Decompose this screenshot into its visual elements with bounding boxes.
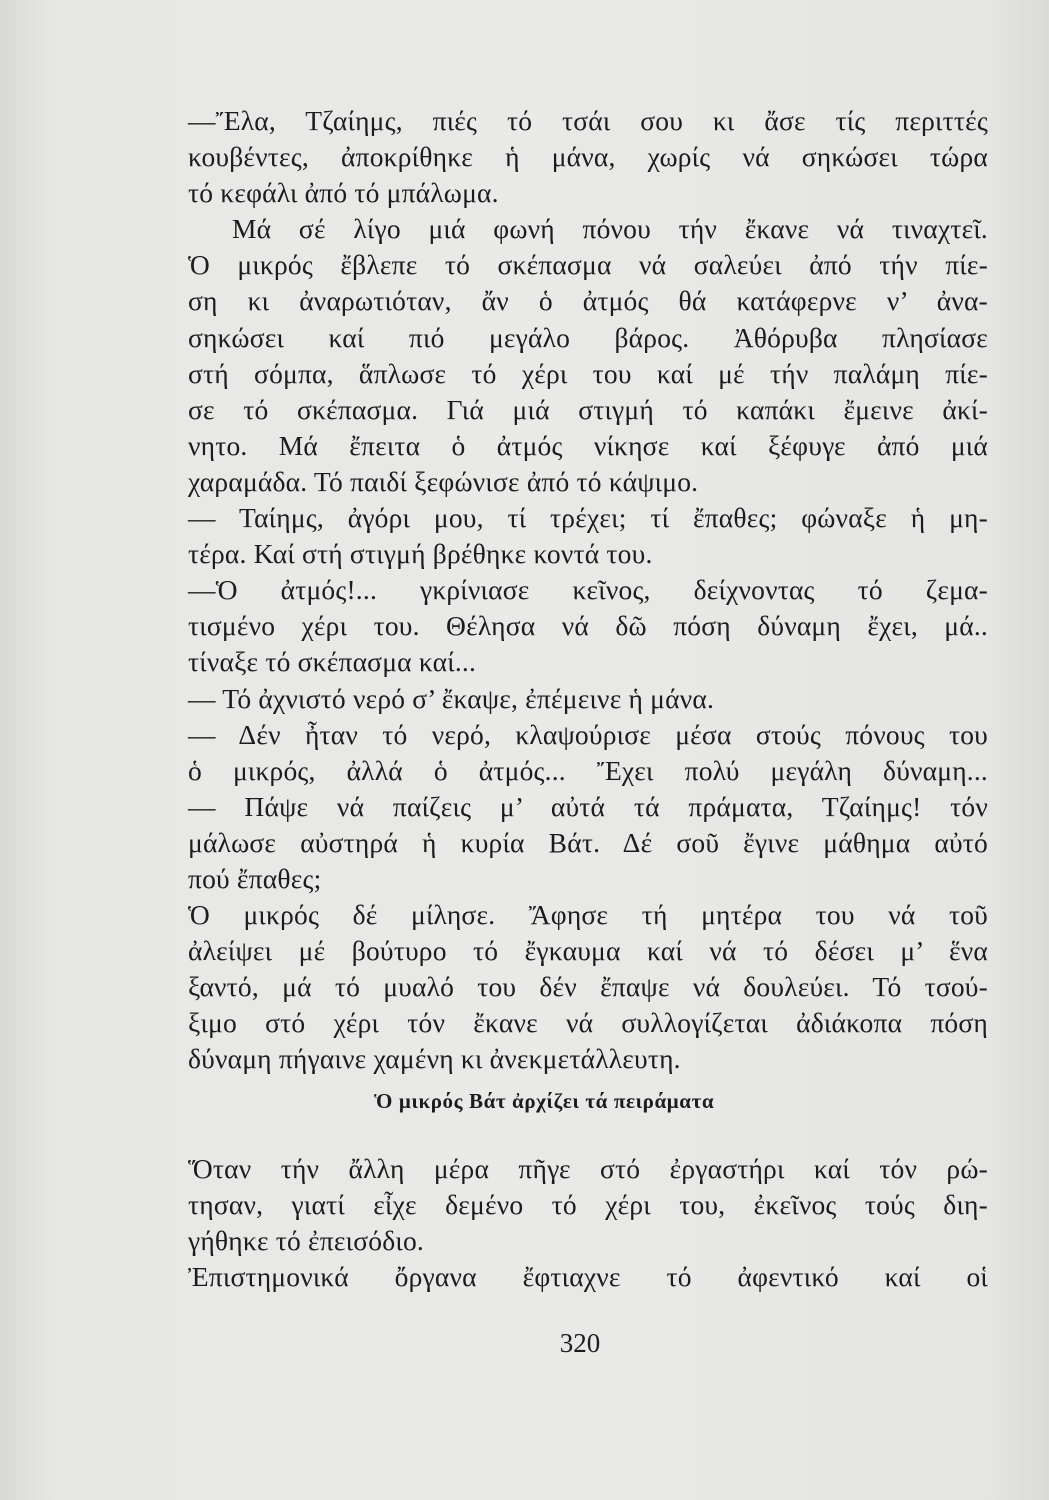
- text-line: ἀλείψει μέ βούτυρο τό ἔγκαυμα καί νά τό δέσει μ’ ἕνα: [188, 935, 988, 967]
- text-line: Ἐπιστημονικά ὄργανα ἔφτιαχνε τό ἀφεντικό καί οἱ: [188, 1261, 988, 1293]
- text-line: Ὅταν τήν ἄλλη μέρα πῆγε στό ἐργαστήρι καί τόν ρώ-: [188, 1153, 988, 1184]
- text-line: μάλωσε αὐστηρά ἡ κυρία Βάτ. Δέ σοῦ ἔγινε μάθημα αὐτό: [188, 826, 988, 858]
- text-line: σηκώσει καί πιό μεγάλο βάρος. Ἀθόρυβα πλησίασε: [188, 321, 988, 353]
- text-line: χαραμάδα. Τό παιδί ξεφώνισε ἀπό τό κάψιμο.: [188, 465, 699, 497]
- text-line: στή σόμπα, ἅπλωσε τό χέρι του καί μέ τήν παλάμη πίε-: [188, 357, 988, 389]
- text-line: ξαντό, μά τό μυαλό του δέν ἔπαψε νά δουλεύει. Τό τσού-: [188, 971, 988, 1003]
- text-line: — Δέν ἦταν τό νερό, κλαψούρισε μέσα στούς πόνους του: [188, 718, 988, 750]
- text-line: τισμένο χέρι του. Θέλησα νά δῶ πόση δύναμη ἔχει, μά..: [188, 610, 988, 642]
- text-line: ξιμο στό χέρι τόν ἔκανε νά συλλογίζεται ἀδιάκοπα πόση: [188, 1007, 988, 1039]
- text-line: — Ταίημς, ἀγόρι μου, τί τρέχει; τί ἔπαθες; φώναξε ἡ μη-: [188, 502, 988, 534]
- text-line: ση κι ἀναρωτιόταν, ἄν ὁ ἀτμός θά κατάφερνε ν’ ἀνα-: [188, 285, 988, 317]
- text-line: τησαν, γιατί εἶχε δεμένο τό χέρι του, ἐκεῖνος τούς διη-: [188, 1189, 988, 1221]
- text-line: πού ἔπαθες;: [188, 862, 322, 894]
- page-number: 320: [559, 1328, 601, 1358]
- text-line: τέρα. Καί στή στιγμή βρέθηκε κοντά του.: [188, 538, 653, 570]
- text-line: —Ἔλα, Τζαίημς, πιές τό τσάι σου κι ἄσε τίς περιττές: [188, 105, 988, 136]
- text-line: — Τό ἀχνιστό νερό σ’ ἔκαψε, ἐπέμεινε ἡ μάνα.: [188, 682, 715, 714]
- text-line: τίναξε τό σκέπασμα καί...: [188, 646, 477, 678]
- text-line: δύναμη πήγαινε χαμένη κι ἀνεκμετάλλευτη.: [188, 1043, 681, 1075]
- text-line: κουβέντες, ἀποκρίθηκε ἡ μάνα, χωρίς νά σηκώσει τώρα: [188, 141, 988, 173]
- section-text: [188, 1151, 988, 1295]
- text-line: σε τό σκέπασμα. Γιά μιά στιγμή τό καπάκι ἔμεινε ἀκί-: [188, 393, 988, 425]
- text-line: ὁ μικρός, ἀλλά ὁ ἀτμός... Ἔχει πολύ μεγάλη δύναμη...: [188, 754, 988, 786]
- body-text: [188, 103, 988, 1078]
- text-line: Μά σέ λίγο μιά φωνή πόνου τήν ἔκανε νά τιναχτεῖ.: [232, 213, 988, 245]
- section-heading: Ὁ μικρός Βάτ ἀρχίζει τά πειράματα: [374, 1089, 715, 1113]
- text-line: τό κεφάλι ἀπό τό μπάλωμα.: [188, 177, 499, 209]
- text-line: —Ὁ ἀτμός!... γκρίνιασε κεῖνος, δείχνοντας τό ζεμα-: [188, 574, 988, 606]
- text-line: νητο. Μά ἔπειτα ὁ ἀτμός νίκησε καί ξέφυγε ἀπό μιά: [188, 429, 988, 461]
- text-line: Ὁ μικρός ἔβλεπε τό σκέπασμα νά σαλεύει ἀπό τήν πίε-: [188, 249, 988, 281]
- text-line: Ὁ μικρός δέ μίλησε. Ἄφησε τή μητέρα του νά τοῦ: [188, 899, 988, 931]
- text-line: γήθηκε τό ἐπεισόδιο.: [188, 1225, 424, 1257]
- text-line: — Πάψε νά παίζεις μ’ αὐτά τά πράματα, Τζαίημς! τόν: [188, 790, 988, 822]
